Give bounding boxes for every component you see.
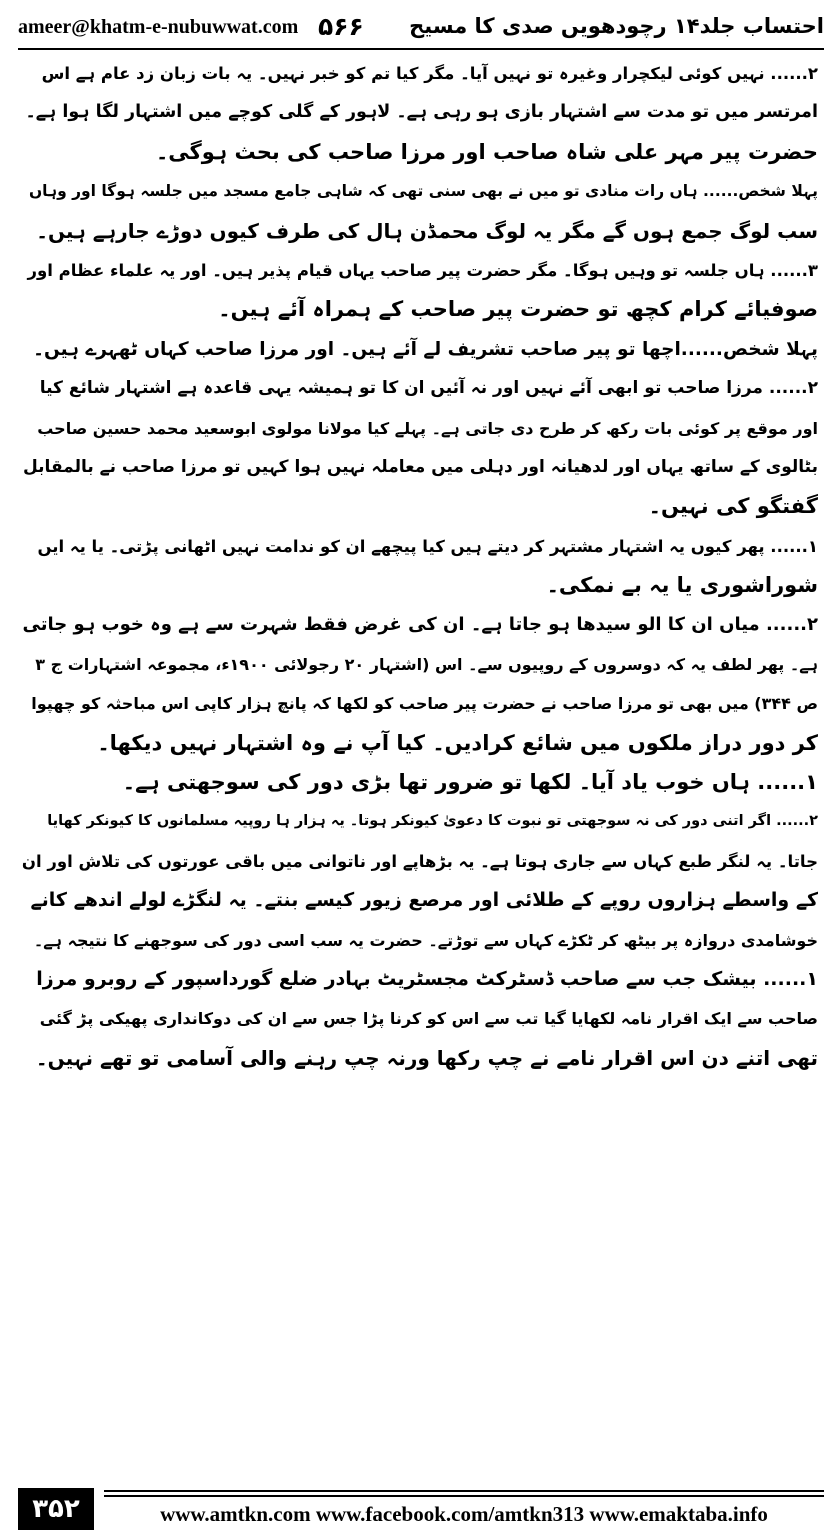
text-line: ۲...... نہیں کوئی لیکچرار وغیرہ تو نہیں آیا۔ مگر کیا تم کو خبر نہیں۔ یہ بات زبان زد عام ہے اس <box>41 64 818 83</box>
page-header <box>18 10 824 50</box>
text-line: ۲...... اگر اتنی دور کی نہ سوجھتی تو نبوت کا دعویٰ کیونکر ہوتا۔ یہ ہزار ہا روپیہ مسلمانوں کا کیونکر کھایا <box>47 813 818 830</box>
text-line: ص ۳۴۴) میں بھی تو مرزا صاحب نے حضرت پیر صاحب کو لکھا کہ پانچ ہزار کاپی اس مباحثہ کو چھپوا <box>31 694 818 714</box>
text-line: جاتا۔ یہ لنگر طبع کہاں سے جاری ہوتا ہے۔ یہ بڑھاپے اور ناتوانی میں باقی عورتوں کی تلاش اور ان <box>22 851 818 871</box>
running-title: احتساب جلد۱۴ رچودھویں صدی کا مسیح <box>409 14 824 38</box>
text-line: ۱...... بیشک جب سے صاحب ڈسٹرکٹ مجسٹریٹ بہادر ضلع گورداسپور کے روبرو مرزا <box>36 967 818 990</box>
text-line: حضرت پیر مہر علی شاہ صاحب اور مرزا صاحب کی بحث ہوگی۔ <box>155 139 818 164</box>
text-line: امرتسر میں تو مدت سے اشتہار بازی ہو رہی ہے۔ لاہور کے گلی کوچے میں اشتہار لگا ہوا ہے۔ <box>25 102 818 123</box>
footer-links: www.amtkn.com www.facebook.com/amtkn313 www.emaktaba.info <box>160 1502 768 1526</box>
footer-rule <box>104 1490 824 1492</box>
text-line: ۳...... ہاں جلسہ تو وہیں ہوگا۔ مگر حضرت پیر صاحب یہاں قیام پذیر ہیں۔ اور یہ علماء عظام اور <box>27 260 818 280</box>
text-line: سب لوگ جمع ہوں گے مگر یہ لوگ محمڈن ہال کی طرف کیوں دوڑے جارہے ہیں۔ <box>36 218 818 243</box>
text-line: ۲...... میاں ان کا الو سیدھا ہو جاتا ہے۔ ان کی غرض فقط شہرت سے ہے وہ خوب ہو جاتی <box>22 614 818 636</box>
page-footer <box>18 1488 824 1530</box>
page-body <box>22 54 818 1472</box>
header-email: ameer@khatm-e-nubuwwat.com <box>18 16 299 38</box>
text-line: شوراشوری یا یہ بے نمکی۔ <box>546 573 818 598</box>
footer-page-number: ۳۵۲ <box>18 1488 94 1530</box>
text-line: ۱...... ہاں خوب یاد آیا۔ لکھا تو ضرور تھا بڑی دور کی سوجھتی ہے۔ <box>122 770 818 795</box>
text-line: تھی اتنے دن اس اقرار نامے نے چپ رکھا ورنہ چپ رہنے والی آسامی تو تھے نہیں۔ <box>35 1045 818 1070</box>
text-line: ہے۔ پھر لطف یہ کہ دوسروں کے روپیوں سے۔ اس (اشتہار ۲۰ رجولائی ۱۹۰۰ء، مجموعہ اشتہارات ج ۳ <box>35 654 818 674</box>
text-line: خوشامدی دروازہ پر بیٹھ کر ٹکڑے کہاں سے توڑتے۔ حضرت یہ سب اسی دور کی سوجھنے کا نتیجہ ہے۔ <box>33 930 818 950</box>
text-line: گفتگو کی نہیں۔ <box>648 494 818 519</box>
header-rule <box>18 48 824 50</box>
text-line: پہلا شخص...... ہاں رات منادی تو میں نے بھی سنی تھی کہ شاہی جامع مسجد میں جلسہ ہوگا اور وہاں <box>28 182 818 201</box>
text-line: اور موقع پر کوئی بات رکھ کر طرح دی جاتی ہے۔ پہلے کیا مولانا مولوی ابوسعید محمد حسین صاحب <box>37 418 818 438</box>
text-line: بٹالوی کے ساتھ یہاں اور لدھیانہ اور دہلی میں معاملہ نہیں ہوا کہیں تو مرزا صاحب نے بالمقابل <box>23 456 818 477</box>
header-page-number: ۵۶۶ <box>318 12 364 41</box>
text-line: صاحب سے ایک اقرار نامہ لکھایا گیا تب سے اس کو کرنا پڑا جس سے ان کی دوکانداری پھیکی پڑ گئی <box>39 1009 818 1029</box>
text-line: صوفیائے کرام کچھ تو حضرت پیر صاحب کے ہمراہ آئے ہیں۔ <box>218 297 818 322</box>
text-line: ۲...... مرزا صاحب تو ابھی آئے نہیں اور نہ آئیں ان کا تو ہمیشہ یہی قاعدہ ہے اشتہار شائع کیا <box>39 378 818 399</box>
footer-rule <box>104 1495 824 1497</box>
text-line: کے واسطے ہزاروں روپے کے طلائی اور مرصع زیور کیسے بنتے۔ یہ لنگڑے لولے اندھے کانے <box>30 889 818 912</box>
text-line: پہلا شخص......اچھا تو پیر صاحب تشریف لے آئے ہیں۔ اور مرزا صاحب کہاں ٹھہرے ہیں۔ <box>33 338 818 360</box>
text-line: ۱...... پھر کیوں یہ اشتہار مشتہر کر دیتے ہیں کیا پیچھے ان کو ندامت نہیں اٹھانی پڑتی۔ یا یہ ایں <box>37 536 818 556</box>
text-line: کر دور دراز ملکوں میں شائع کرادیں۔ کیا آپ نے وہ اشتہار نہیں دیکھا۔ <box>97 730 818 755</box>
